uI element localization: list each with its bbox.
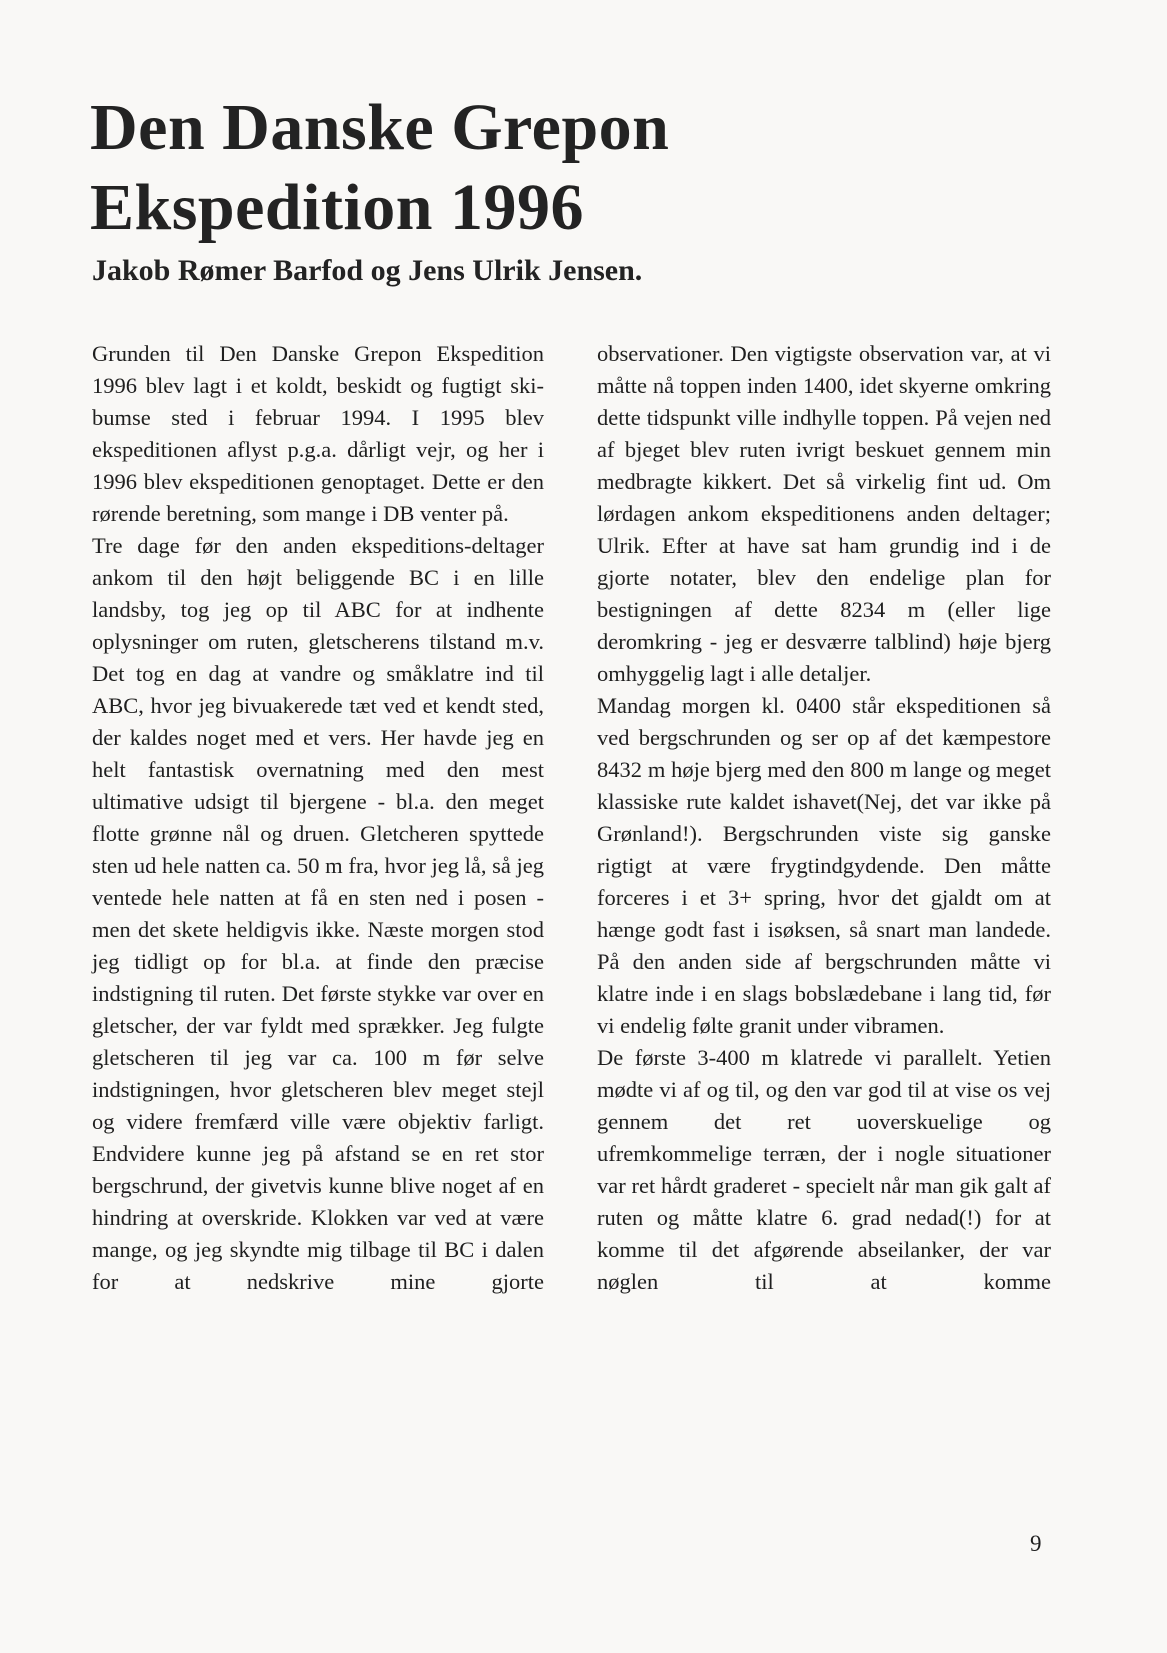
left-paragraph-2: Tre dage før den anden ekspeditions-deltager ankom til den højt beliggende BC i en lille landsby, tog jeg op til ABC for at indhente oplysninger om ruten, gletscherens tilstand m.v. Det tog en dag at vandre og småklatre ind til ABC, hvor jeg bivuakerede tæt ved et kendt sted, der kaldes noget med et vers. Her havde jeg en helt fantastisk overnatning med den mest ultimative udsigt til bjergene - bl.a. den meget flotte grønne nål og druen. Gletcheren spyttede sten ud hele natten ca. 50 m fra, hvor jeg lå, så jeg ventede hele natten at få en sten ned i posen - men det skete heldigvis ikke. Næste morgen stod jeg tidligt op for bl.a. at finde den præcise indstigning til ruten. Det første stykke var over en gletscher, der var fyldt med sprækker. Jeg fulgte gletscheren til jeg var ca. 100 m før selve indstigningen, hvor gletscheren blev meget stejl og videre fremfærd ville være objektiv farligt. Endvidere kunne jeg på afstand se en ret stor bergschrund, der givetvis kunne blive noget af en hindring at overskride. Klokken var ved at være mange, og jeg skyndte mig tilbage til BC i dalen for at nedskrive mine gjorte (92, 533, 544, 1294)
article-title-line-1: Den Danske Grepon (90, 91, 670, 164)
article-title-line-2: Ekspedition 1996 (90, 171, 584, 244)
article-authors: Jakob Rømer Barfod og Jens Ulrik Jensen. (92, 254, 643, 287)
left-paragraph-1: Grunden til Den Danske Grepon Ekspedition 1996 blev lagt i et koldt, beskidt og fugtigt ski-bumse sted i februar 1994. I 1995 blev ekspeditionen aflyst p.g.a. dårligt vejr, og her i 1996 blev ekspeditionen genoptaget. Dette er den rørende beretning, som mange i DB venter på. (92, 341, 544, 526)
right-paragraph-2: Mandag morgen kl. 0400 står ekspeditionen så ved bergschrunden og ser op af det kæmpestore 8432 m høje bjerg med den 800 m lange og meget klassiske rute kaldet ishavet(Nej, det var ikke på Grønland!). Bergschrunden viste sig ganske rigtigt at være frygtindgydende. Den måtte forceres i et 3+ spring, hvor det gjaldt om at hænge godt fast i isøksen, så snart man landede. På den anden side af bergschrunden måtte vi klatre inde i en slags bobslædebane i lang tid, før vi endelig følte granit under vibramen. (597, 693, 1051, 1038)
right-text-column (597, 338, 1051, 1298)
article-title (90, 88, 669, 248)
left-text-column (92, 338, 544, 1298)
right-paragraph-1: observationer. Den vigtigste observation var, at vi måtte nå toppen inden 1400, idet skyerne omkring dette tidspunkt ville indhylle toppen. På vejen ned af bjeget blev ruten ivrigt beskuet gennem min medbragte kikkert. Det så virkelig fint ud. Om lørdagen ankom ekspeditionens anden deltager; Ulrik. Efter at have sat ham grundig ind i de gjorte notater, blev den endelige plan for bestigningen af dette 8234 m (eller lige deromkring - jeg er desværre talblind) høje bjerg omhyggelig lagt i alle detaljer. (597, 341, 1051, 686)
right-paragraph-3: De første 3-400 m klatrede vi parallelt. Yetien mødte vi af og til, og den var god til at vise os vej gennem det ret uoverskuelige og ufremkommelige terræn, der i nogle situationer var ret hårdt graderet - specielt når man gik galt af ruten og måtte klatre 6. grad nedad(!) for at komme til det afgørende abseilanker, der var nøglen til at komme (597, 1045, 1051, 1294)
page-number: 9 (1030, 1531, 1042, 1556)
